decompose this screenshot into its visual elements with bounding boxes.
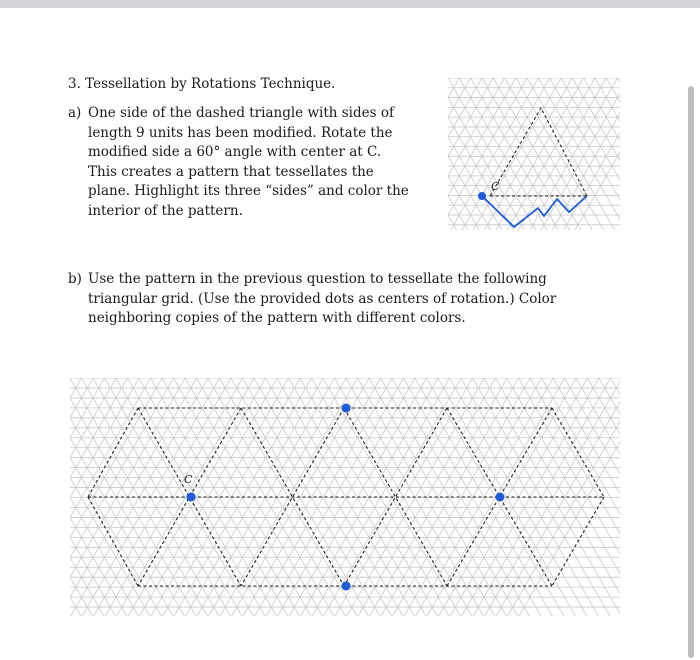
grid-line [0, 338, 128, 656]
grid-line [495, 38, 629, 270]
grid-line [572, 38, 700, 270]
grid-line [518, 38, 652, 270]
grid-line [436, 38, 570, 270]
part-a-label: a) [68, 105, 82, 121]
grid-line [414, 38, 548, 270]
grid-line [599, 338, 700, 656]
grid-line [561, 38, 695, 270]
grid-line [0, 338, 127, 656]
small-triangle-figure [448, 78, 620, 230]
grid-line [549, 38, 683, 270]
grid-line [459, 38, 593, 270]
grid-line [448, 38, 582, 270]
grid-line [0, 338, 36, 656]
grid-line [527, 38, 661, 270]
grid-line [0, 338, 59, 656]
grid-line [583, 38, 700, 270]
grid-line [484, 38, 618, 270]
grid-line [450, 38, 584, 270]
grid-line [2, 338, 185, 656]
rotation-center-dot-top [342, 404, 351, 413]
center-label-large: C [184, 473, 193, 486]
grid-line [462, 38, 596, 270]
grid-line [484, 338, 667, 656]
grid-line [0, 338, 116, 656]
grid-line [425, 38, 559, 270]
grid-line [529, 38, 663, 270]
grid-line [473, 38, 607, 270]
grid-line [507, 38, 641, 270]
grid-line [416, 38, 550, 270]
question-title: 3. Tessellation by Rotations Technique. [68, 76, 336, 92]
rotation-center-dot-small [478, 192, 486, 200]
top-bar [0, 0, 700, 8]
grid-line [610, 338, 700, 656]
grid-line [0, 338, 24, 656]
grid-line [0, 338, 93, 656]
rotation-center-dot-bottom [342, 582, 351, 591]
grid-line [0, 338, 81, 656]
grid-line [0, 338, 58, 656]
rotation-center-dot-left [187, 493, 196, 502]
large-triangular-grid-figure [70, 378, 620, 616]
grid-line [481, 38, 615, 270]
grid-line [0, 338, 82, 656]
grid-line [594, 38, 700, 270]
grid-line [0, 338, 1, 656]
part-b-text: Use the pattern in the previous question to tessellate the following triangular grid. (Use the provided dots as centers of rotation.) Color neighboring copies of the pattern with different colors. [88, 271, 557, 326]
grid-line [405, 38, 539, 270]
part-b-label: b) [68, 271, 82, 287]
grid-line [587, 338, 700, 656]
grid-line [538, 38, 672, 270]
part-a-text: One side of the dashed triangle with sides of length 9 units has been modified. Rotate the modified side a 60° angle with center at C. This creates a pattern that tessellates the plane. Highlight its three “sides” and color the interior of the pattern. [88, 105, 409, 219]
grid-line [606, 38, 700, 270]
scrollbar[interactable] [688, 86, 694, 658]
grid-line [470, 38, 604, 270]
grid-line [0, 338, 70, 656]
grid-line [0, 338, 69, 656]
grid-line [493, 38, 627, 270]
grid-line [394, 38, 528, 270]
grid-line [439, 38, 573, 270]
part-a [68, 104, 413, 221]
grid-line [552, 38, 686, 270]
grid-line [541, 38, 675, 270]
rotation-center-dot-right [496, 493, 505, 502]
grid-line [0, 338, 92, 656]
grid-line [462, 338, 645, 656]
grid-line [0, 338, 13, 656]
grid-line [504, 38, 638, 270]
grid-line [428, 38, 562, 270]
grid-line [12, 338, 195, 656]
grid-line [402, 38, 536, 270]
center-label-small: C [491, 180, 500, 193]
grid-line [0, 338, 47, 656]
dashed-triangle-small [490, 108, 587, 196]
part-b [68, 270, 618, 329]
grid-line [515, 38, 649, 270]
